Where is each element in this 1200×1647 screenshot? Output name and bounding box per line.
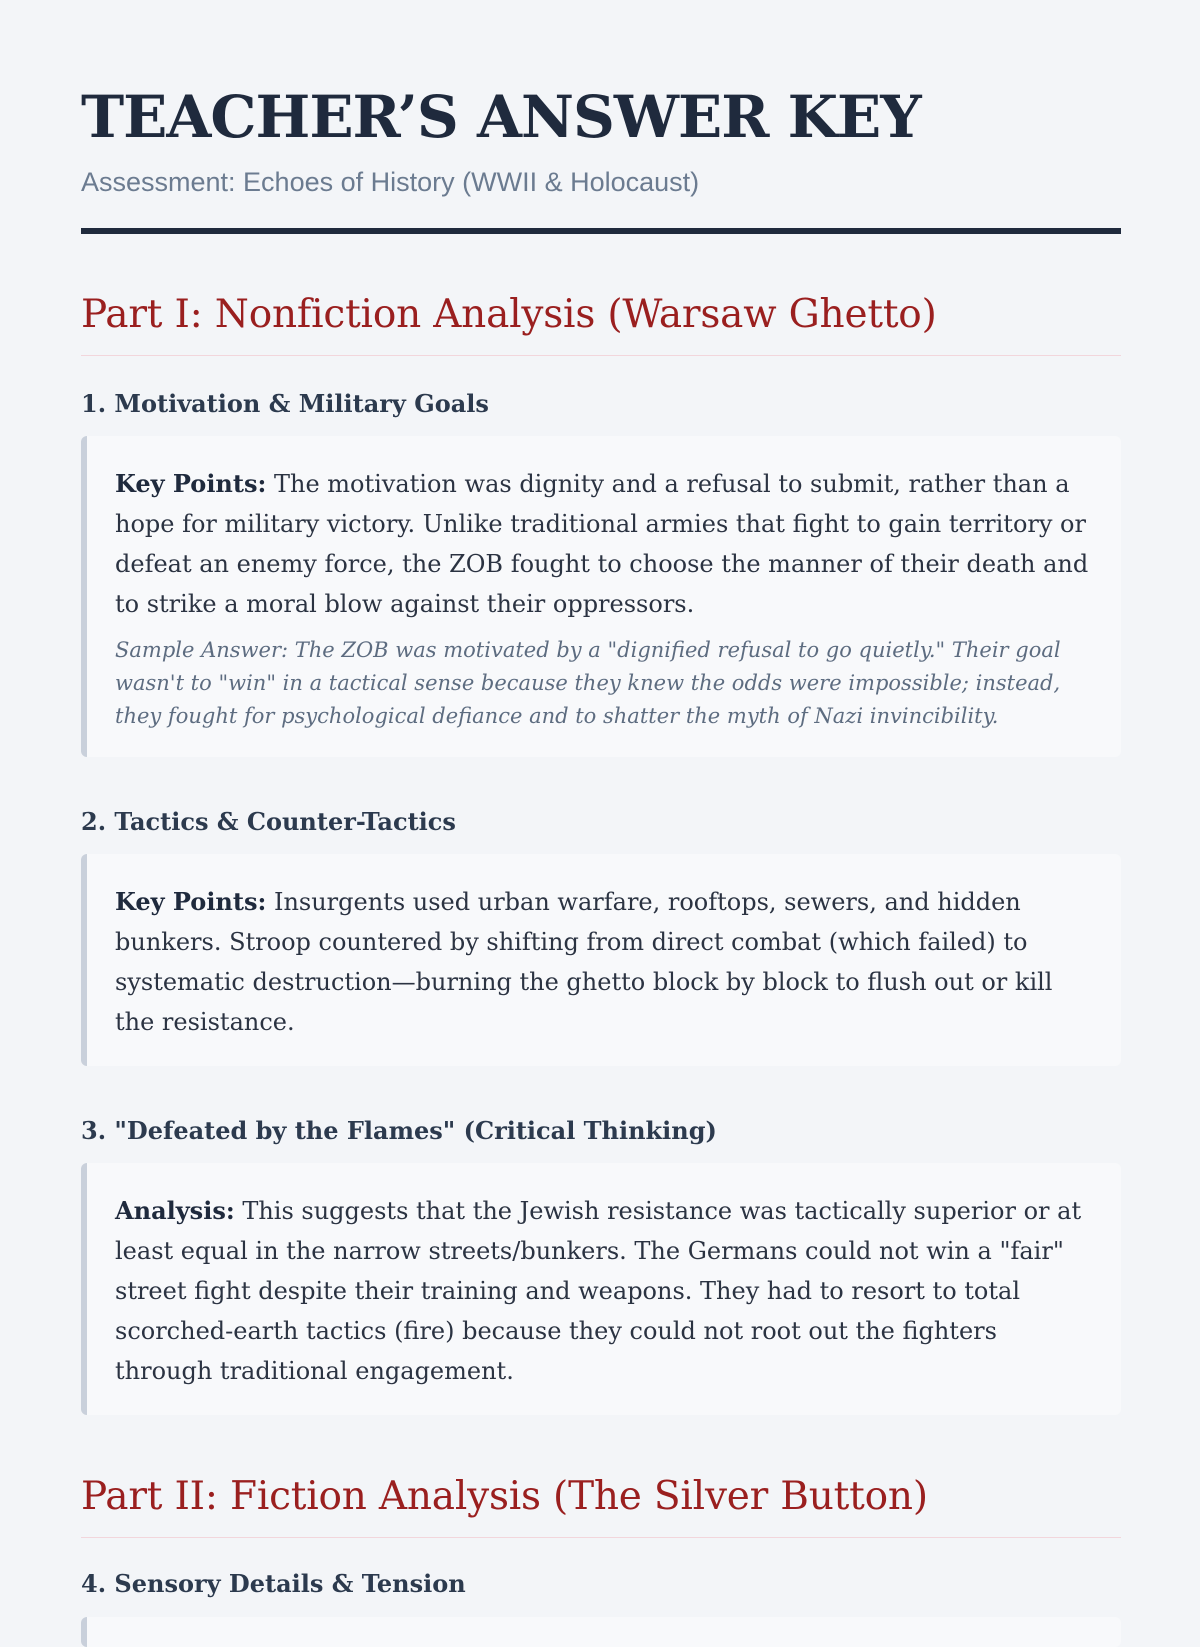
question-4-answer-box [81,1617,1121,1647]
question-3-answer [115,1191,1091,1391]
part-2-divider [81,1537,1121,1538]
question-3-label: Analysis: [115,1196,235,1225]
question-1 [81,389,1119,757]
question-2-answer [115,882,1091,1042]
question-2-label: Key Points: [115,887,267,916]
title-divider [81,228,1121,234]
question-1-answer-box [81,436,1121,757]
question-4 [81,1569,1119,1647]
question-2 [81,807,1119,1066]
part-2-section [81,1473,1119,1647]
assessment-subtitle: Assessment: Echoes of History (WWII & Holocaust) [81,167,700,197]
question-1-label: Key Points: [115,469,267,498]
question-1-answer-text: The motivation was dignity and a refusal to submit, rather than a hope for military victory. Unlike traditional armies that fight to gain territory or defeat an enemy force, the ZOB fought to choose the manner of their death and to strike a moral blow against their oppressors. [115,470,1089,618]
part-1-divider [81,355,1121,356]
part-1-section [81,291,1119,1415]
question-2-answer-box [81,854,1121,1066]
question-3-answer-box [81,1163,1121,1415]
part-2-heading: Part II: Fiction Analysis (The Silver Button) [81,1474,928,1519]
question-2-answer-text: Insurgents used urban warfare, rooftops, sewers, and hidden bunkers. Stroop countered by shifting from direct combat (which failed) to systematic destruction—burning the ghetto block by block to flush out or kill the resistance. [115,888,1053,1036]
question-1-title: 1. Motivation & Military Goals [81,389,489,418]
part-1-heading: Part I: Nonfiction Analysis (Warsaw Ghetto) [81,292,937,337]
question-2-title: 2. Tactics & Counter-Tactics [81,807,456,836]
question-3-title: 3. "Defeated by the Flames" (Critical Thinking) [81,1116,717,1145]
page-title: TEACHER’S ANSWER KEY [81,83,921,151]
question-4-title: 4. Sensory Details & Tension [81,1569,466,1598]
question-3 [81,1116,1119,1415]
question-1-answer [115,464,1091,624]
question-1-sample-answer: Sample Answer: The ZOB was motivated by a "dignified refusal to go quietly." Their goal wasn't to "win" in a tactical sense because they knew the odds were impossible; instead, they fought for psychological defiance and to shatter the myth of Nazi invincibility. [115,638,1061,728]
question-3-answer-text: This suggests that the Jewish resistance was tactically superior or at least equal in the narrow streets/bunkers. The Germans could not win a "fair" street fight despite their training and weapons. They had to resort to total scorched-earth tactics (fire) because they could not root out the fighters through traditional engagement. [115,1197,1082,1385]
